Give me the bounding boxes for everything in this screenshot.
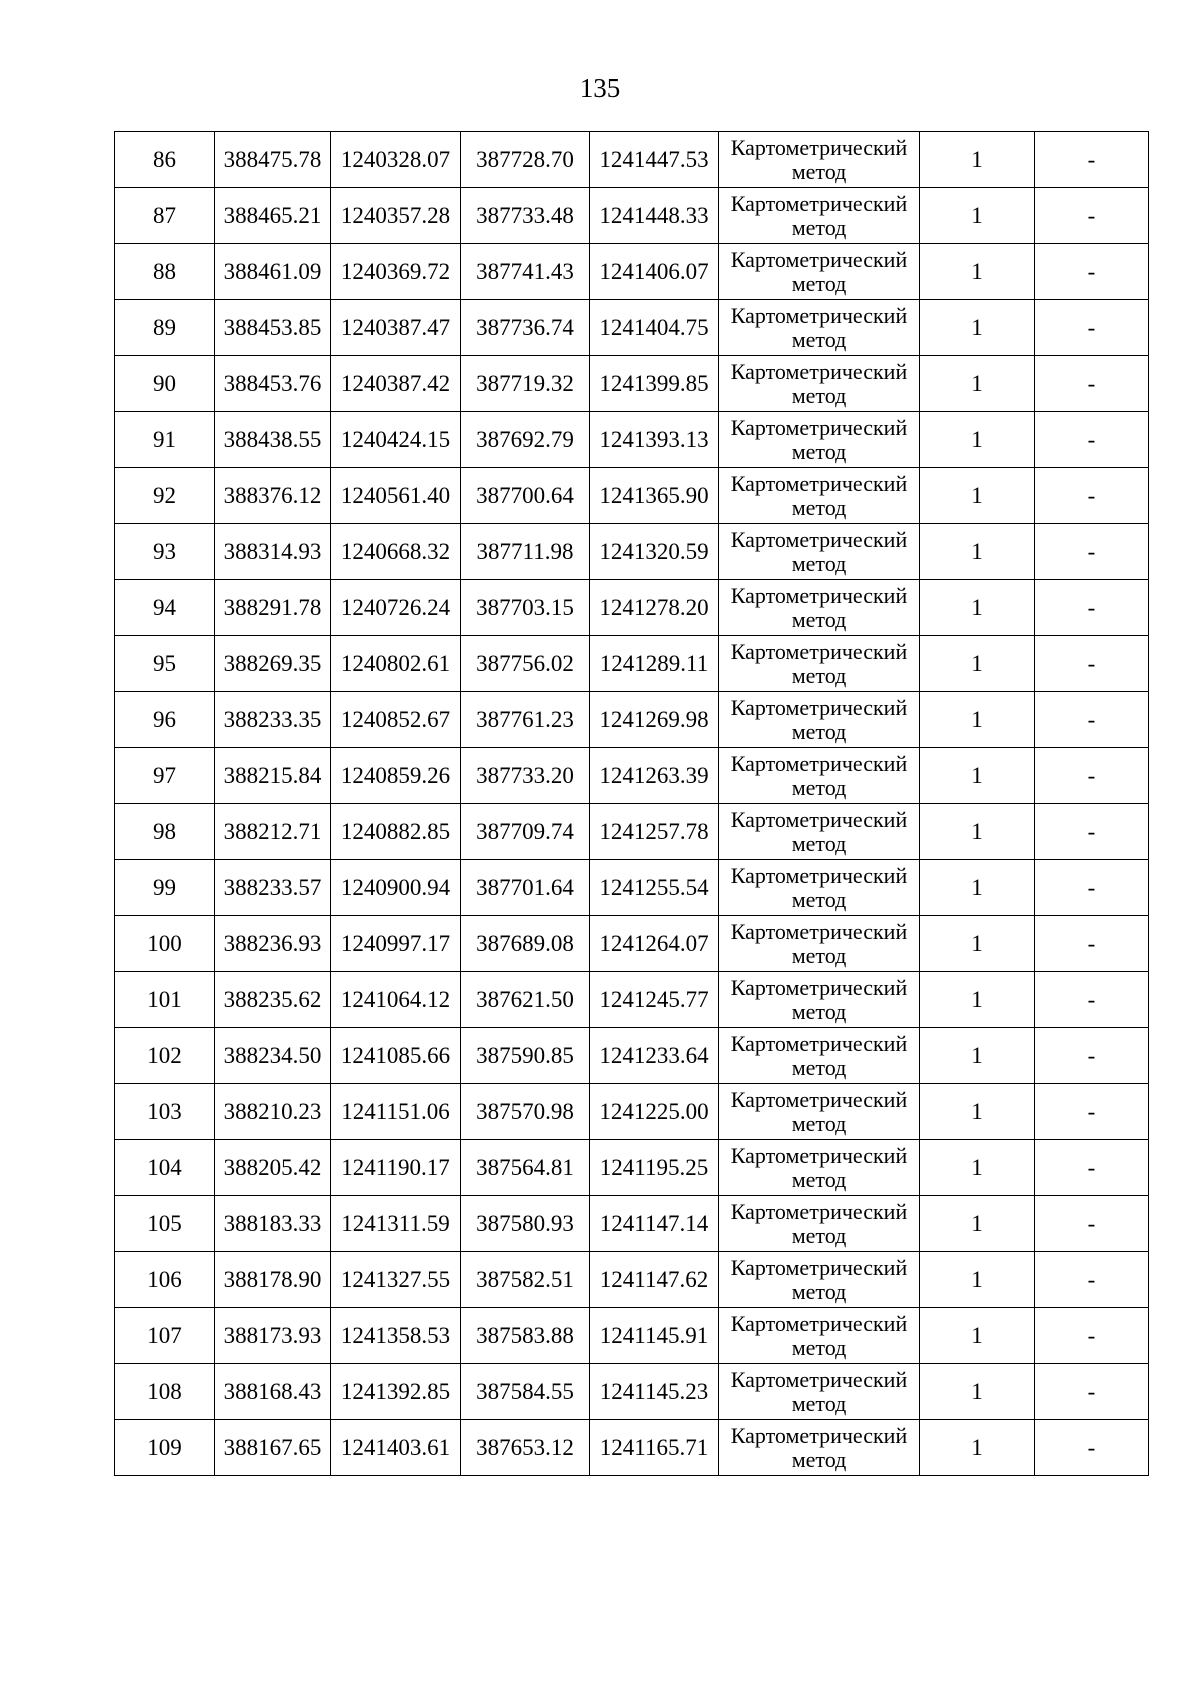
cell-x2: 387709.74 (461, 804, 590, 860)
table-row (115, 692, 1149, 748)
cell-point-number: 109 (115, 1420, 215, 1476)
cell-x1: 388215.84 (215, 748, 331, 804)
cell-y1: 1240328.07 (331, 132, 461, 188)
cell-y1: 1240369.72 (331, 244, 461, 300)
cell-y1: 1240900.94 (331, 860, 461, 916)
cell-note: - (1035, 1140, 1149, 1196)
cell-point-number: 93 (115, 524, 215, 580)
cell-method (719, 300, 920, 356)
cell-count: 1 (920, 1252, 1035, 1308)
method-line-2: метод (791, 270, 847, 296)
cell-point-number: 92 (115, 468, 215, 524)
cell-note: - (1035, 580, 1149, 636)
method-line-2: метод (791, 886, 847, 912)
cell-x1: 388475.78 (215, 132, 331, 188)
table-row (115, 1084, 1149, 1140)
cell-method (719, 636, 920, 692)
cell-count: 1 (920, 356, 1035, 412)
cell-x2: 387653.12 (461, 1420, 590, 1476)
cell-count: 1 (920, 804, 1035, 860)
cell-count: 1 (920, 916, 1035, 972)
cell-x2: 387701.64 (461, 860, 590, 916)
table-row (115, 916, 1149, 972)
cell-method (719, 916, 920, 972)
cell-point-number: 86 (115, 132, 215, 188)
method-line-1: Картометрический (730, 358, 908, 384)
table-row (115, 636, 1149, 692)
cell-note: - (1035, 1196, 1149, 1252)
cell-x1: 388236.93 (215, 916, 331, 972)
cell-x2: 387689.08 (461, 916, 590, 972)
cell-note: - (1035, 1084, 1149, 1140)
cell-point-number: 108 (115, 1364, 215, 1420)
cell-count: 1 (920, 1140, 1035, 1196)
cell-method (719, 468, 920, 524)
cell-note: - (1035, 636, 1149, 692)
table-row (115, 1140, 1149, 1196)
cell-x2: 387570.98 (461, 1084, 590, 1140)
cell-note: - (1035, 804, 1149, 860)
cell-x1: 388376.12 (215, 468, 331, 524)
cell-method (719, 1196, 920, 1252)
cell-method (719, 804, 920, 860)
cell-count: 1 (920, 748, 1035, 804)
method-line-2: метод (791, 494, 847, 520)
cell-x1: 388233.35 (215, 692, 331, 748)
cell-note: - (1035, 1364, 1149, 1420)
cell-point-number: 102 (115, 1028, 215, 1084)
method-line-2: метод (791, 1222, 847, 1248)
cell-note: - (1035, 748, 1149, 804)
cell-method (719, 132, 920, 188)
cell-x2: 387728.70 (461, 132, 590, 188)
cell-method (719, 580, 920, 636)
cell-y2: 1241406.07 (590, 244, 719, 300)
cell-count: 1 (920, 1364, 1035, 1420)
cell-x1: 388453.76 (215, 356, 331, 412)
cell-x1: 388178.90 (215, 1252, 331, 1308)
table-row (115, 804, 1149, 860)
cell-y2: 1241447.53 (590, 132, 719, 188)
cell-y2: 1241269.98 (590, 692, 719, 748)
cell-method (719, 188, 920, 244)
cell-y2: 1241145.91 (590, 1308, 719, 1364)
cell-x1: 388438.55 (215, 412, 331, 468)
cell-y2: 1241147.14 (590, 1196, 719, 1252)
cell-x2: 387700.64 (461, 468, 590, 524)
cell-method (719, 356, 920, 412)
cell-y1: 1241190.17 (331, 1140, 461, 1196)
table-row (115, 244, 1149, 300)
cell-note: - (1035, 188, 1149, 244)
cell-y1: 1240387.47 (331, 300, 461, 356)
table-row (115, 132, 1149, 188)
cell-count: 1 (920, 524, 1035, 580)
cell-count: 1 (920, 1420, 1035, 1476)
cell-count: 1 (920, 692, 1035, 748)
cell-x1: 388205.42 (215, 1140, 331, 1196)
cell-note: - (1035, 692, 1149, 748)
cell-note: - (1035, 132, 1149, 188)
cell-y2: 1241289.11 (590, 636, 719, 692)
cell-x2: 387711.98 (461, 524, 590, 580)
cell-y1: 1240997.17 (331, 916, 461, 972)
table-row (115, 300, 1149, 356)
cell-note: - (1035, 1420, 1149, 1476)
method-line-1: Картометрический (730, 694, 908, 720)
cell-y1: 1240357.28 (331, 188, 461, 244)
cell-x2: 387719.32 (461, 356, 590, 412)
cell-point-number: 94 (115, 580, 215, 636)
cell-method (719, 1364, 920, 1420)
cell-y2: 1241245.77 (590, 972, 719, 1028)
table-row (115, 1252, 1149, 1308)
method-line-1: Картометрический (730, 1030, 908, 1056)
cell-x1: 388234.50 (215, 1028, 331, 1084)
cell-x1: 388235.62 (215, 972, 331, 1028)
cell-method (719, 1140, 920, 1196)
cell-y1: 1240882.85 (331, 804, 461, 860)
cell-count: 1 (920, 244, 1035, 300)
cell-note: - (1035, 1028, 1149, 1084)
cell-y2: 1241195.25 (590, 1140, 719, 1196)
cell-point-number: 90 (115, 356, 215, 412)
table-row (115, 1028, 1149, 1084)
cell-count: 1 (920, 188, 1035, 244)
cell-count: 1 (920, 132, 1035, 188)
cell-point-number: 97 (115, 748, 215, 804)
cell-y1: 1240561.40 (331, 468, 461, 524)
method-line-1: Картометрический (730, 134, 908, 160)
cell-y2: 1241263.39 (590, 748, 719, 804)
cell-count: 1 (920, 1308, 1035, 1364)
table-row (115, 860, 1149, 916)
cell-x2: 387580.93 (461, 1196, 590, 1252)
cell-y2: 1241147.62 (590, 1252, 719, 1308)
method-line-2: метод (791, 718, 847, 744)
method-line-1: Картометрический (730, 974, 908, 1000)
method-line-1: Картометрический (730, 1422, 908, 1448)
table-row (115, 748, 1149, 804)
method-line-2: метод (791, 606, 847, 632)
cell-point-number: 98 (115, 804, 215, 860)
table-body (115, 132, 1149, 1476)
cell-x1: 388167.65 (215, 1420, 331, 1476)
cell-count: 1 (920, 468, 1035, 524)
cell-x1: 388291.78 (215, 580, 331, 636)
cell-x2: 387741.43 (461, 244, 590, 300)
cell-y2: 1241225.00 (590, 1084, 719, 1140)
cell-count: 1 (920, 412, 1035, 468)
coordinates-table (114, 131, 1149, 1476)
cell-x2: 387621.50 (461, 972, 590, 1028)
method-line-1: Картометрический (730, 1310, 908, 1336)
cell-y2: 1241393.13 (590, 412, 719, 468)
cell-count: 1 (920, 860, 1035, 916)
cell-note: - (1035, 1308, 1149, 1364)
table-row (115, 1364, 1149, 1420)
cell-y1: 1241392.85 (331, 1364, 461, 1420)
method-line-2: метод (791, 830, 847, 856)
cell-note: - (1035, 412, 1149, 468)
cell-note: - (1035, 916, 1149, 972)
method-line-1: Картометрический (730, 638, 908, 664)
table-row (115, 972, 1149, 1028)
table-row (115, 356, 1149, 412)
cell-x1: 388210.23 (215, 1084, 331, 1140)
cell-note: - (1035, 860, 1149, 916)
cell-method (719, 412, 920, 468)
method-line-1: Картометрический (730, 414, 908, 440)
cell-x1: 388233.57 (215, 860, 331, 916)
method-line-2: метод (791, 1446, 847, 1472)
method-line-1: Картометрический (730, 750, 908, 776)
method-line-2: метод (791, 1054, 847, 1080)
method-line-2: метод (791, 1110, 847, 1136)
method-line-2: метод (791, 998, 847, 1024)
cell-x1: 388212.71 (215, 804, 331, 860)
cell-method (719, 972, 920, 1028)
cell-note: - (1035, 356, 1149, 412)
cell-point-number: 88 (115, 244, 215, 300)
method-line-1: Картометрический (730, 302, 908, 328)
cell-note: - (1035, 300, 1149, 356)
method-line-1: Картометрический (730, 1198, 908, 1224)
cell-method (719, 1252, 920, 1308)
cell-method (719, 524, 920, 580)
cell-point-number: 87 (115, 188, 215, 244)
cell-y2: 1241255.54 (590, 860, 719, 916)
cell-count: 1 (920, 1084, 1035, 1140)
cell-y1: 1240859.26 (331, 748, 461, 804)
cell-method (719, 1308, 920, 1364)
method-line-2: метод (791, 662, 847, 688)
cell-point-number: 104 (115, 1140, 215, 1196)
cell-x1: 388168.43 (215, 1364, 331, 1420)
cell-x2: 387756.02 (461, 636, 590, 692)
method-line-1: Картометрический (730, 1086, 908, 1112)
cell-y1: 1240424.15 (331, 412, 461, 468)
cell-x2: 387564.81 (461, 1140, 590, 1196)
cell-note: - (1035, 244, 1149, 300)
cell-y1: 1241358.53 (331, 1308, 461, 1364)
cell-point-number: 100 (115, 916, 215, 972)
cell-note: - (1035, 972, 1149, 1028)
cell-count: 1 (920, 580, 1035, 636)
cell-point-number: 99 (115, 860, 215, 916)
cell-method (719, 692, 920, 748)
cell-y1: 1240852.67 (331, 692, 461, 748)
cell-x2: 387582.51 (461, 1252, 590, 1308)
cell-method (719, 860, 920, 916)
cell-y1: 1240726.24 (331, 580, 461, 636)
cell-x1: 388269.35 (215, 636, 331, 692)
cell-y2: 1241278.20 (590, 580, 719, 636)
cell-count: 1 (920, 1028, 1035, 1084)
cell-y2: 1241233.64 (590, 1028, 719, 1084)
cell-note: - (1035, 524, 1149, 580)
cell-x2: 387584.55 (461, 1364, 590, 1420)
cell-y1: 1241327.55 (331, 1252, 461, 1308)
method-line-1: Картометрический (730, 582, 908, 608)
cell-y2: 1241365.90 (590, 468, 719, 524)
method-line-1: Картометрический (730, 918, 908, 944)
cell-x1: 388314.93 (215, 524, 331, 580)
cell-x1: 388183.33 (215, 1196, 331, 1252)
method-line-1: Картометрический (730, 1142, 908, 1168)
method-line-2: метод (791, 214, 847, 240)
cell-y2: 1241320.59 (590, 524, 719, 580)
method-line-1: Картометрический (730, 526, 908, 552)
cell-y1: 1241085.66 (331, 1028, 461, 1084)
cell-x2: 387692.79 (461, 412, 590, 468)
cell-y2: 1241404.75 (590, 300, 719, 356)
cell-count: 1 (920, 300, 1035, 356)
method-line-1: Картометрический (730, 1254, 908, 1280)
cell-y2: 1241399.85 (590, 356, 719, 412)
method-line-2: метод (791, 1278, 847, 1304)
cell-y1: 1241403.61 (331, 1420, 461, 1476)
cell-x1: 388465.21 (215, 188, 331, 244)
cell-method (719, 1084, 920, 1140)
method-line-1: Картометрический (730, 1366, 908, 1392)
method-line-1: Картометрический (730, 862, 908, 888)
cell-note: - (1035, 468, 1149, 524)
method-line-2: метод (791, 550, 847, 576)
cell-x2: 387733.20 (461, 748, 590, 804)
method-line-2: метод (791, 942, 847, 968)
cell-point-number: 106 (115, 1252, 215, 1308)
method-line-1: Картометрический (730, 190, 908, 216)
cell-x2: 387761.23 (461, 692, 590, 748)
cell-point-number: 107 (115, 1308, 215, 1364)
cell-x1: 388461.09 (215, 244, 331, 300)
table-row (115, 524, 1149, 580)
cell-x1: 388173.93 (215, 1308, 331, 1364)
cell-point-number: 91 (115, 412, 215, 468)
cell-y1: 1241064.12 (331, 972, 461, 1028)
cell-x2: 387736.74 (461, 300, 590, 356)
cell-point-number: 96 (115, 692, 215, 748)
method-line-2: метод (791, 1390, 847, 1416)
cell-x2: 387583.88 (461, 1308, 590, 1364)
cell-count: 1 (920, 636, 1035, 692)
page-number: 135 (579, 73, 621, 103)
cell-count: 1 (920, 972, 1035, 1028)
table-row (115, 412, 1149, 468)
method-line-1: Картометрический (730, 806, 908, 832)
cell-point-number: 103 (115, 1084, 215, 1140)
cell-y2: 1241257.78 (590, 804, 719, 860)
table-row (115, 468, 1149, 524)
method-line-1: Картометрический (730, 246, 908, 272)
method-line-2: метод (791, 1334, 847, 1360)
cell-method (719, 748, 920, 804)
cell-y1: 1241311.59 (331, 1196, 461, 1252)
cell-point-number: 95 (115, 636, 215, 692)
cell-x2: 387590.85 (461, 1028, 590, 1084)
method-line-1: Картометрический (730, 470, 908, 496)
cell-y1: 1240802.61 (331, 636, 461, 692)
table-row (115, 1308, 1149, 1364)
cell-x2: 387733.48 (461, 188, 590, 244)
cell-point-number: 89 (115, 300, 215, 356)
table-row (115, 188, 1149, 244)
cell-x1: 388453.85 (215, 300, 331, 356)
cell-point-number: 105 (115, 1196, 215, 1252)
table-row (115, 1420, 1149, 1476)
cell-method (719, 1420, 920, 1476)
method-line-2: метод (791, 382, 847, 408)
cell-y2: 1241145.23 (590, 1364, 719, 1420)
cell-count: 1 (920, 1196, 1035, 1252)
cell-y1: 1241151.06 (331, 1084, 461, 1140)
table-row (115, 580, 1149, 636)
cell-point-number: 101 (115, 972, 215, 1028)
method-line-2: метод (791, 326, 847, 352)
table-row (115, 1196, 1149, 1252)
cell-y1: 1240668.32 (331, 524, 461, 580)
method-line-2: метод (791, 438, 847, 464)
cell-y2: 1241448.33 (590, 188, 719, 244)
cell-note: - (1035, 1252, 1149, 1308)
method-line-2: метод (791, 1166, 847, 1192)
cell-y2: 1241264.07 (590, 916, 719, 972)
cell-method (719, 1028, 920, 1084)
cell-method (719, 244, 920, 300)
method-line-2: метод (791, 774, 847, 800)
cell-x2: 387703.15 (461, 580, 590, 636)
cell-y1: 1240387.42 (331, 356, 461, 412)
cell-y2: 1241165.71 (590, 1420, 719, 1476)
method-line-2: метод (791, 158, 847, 184)
